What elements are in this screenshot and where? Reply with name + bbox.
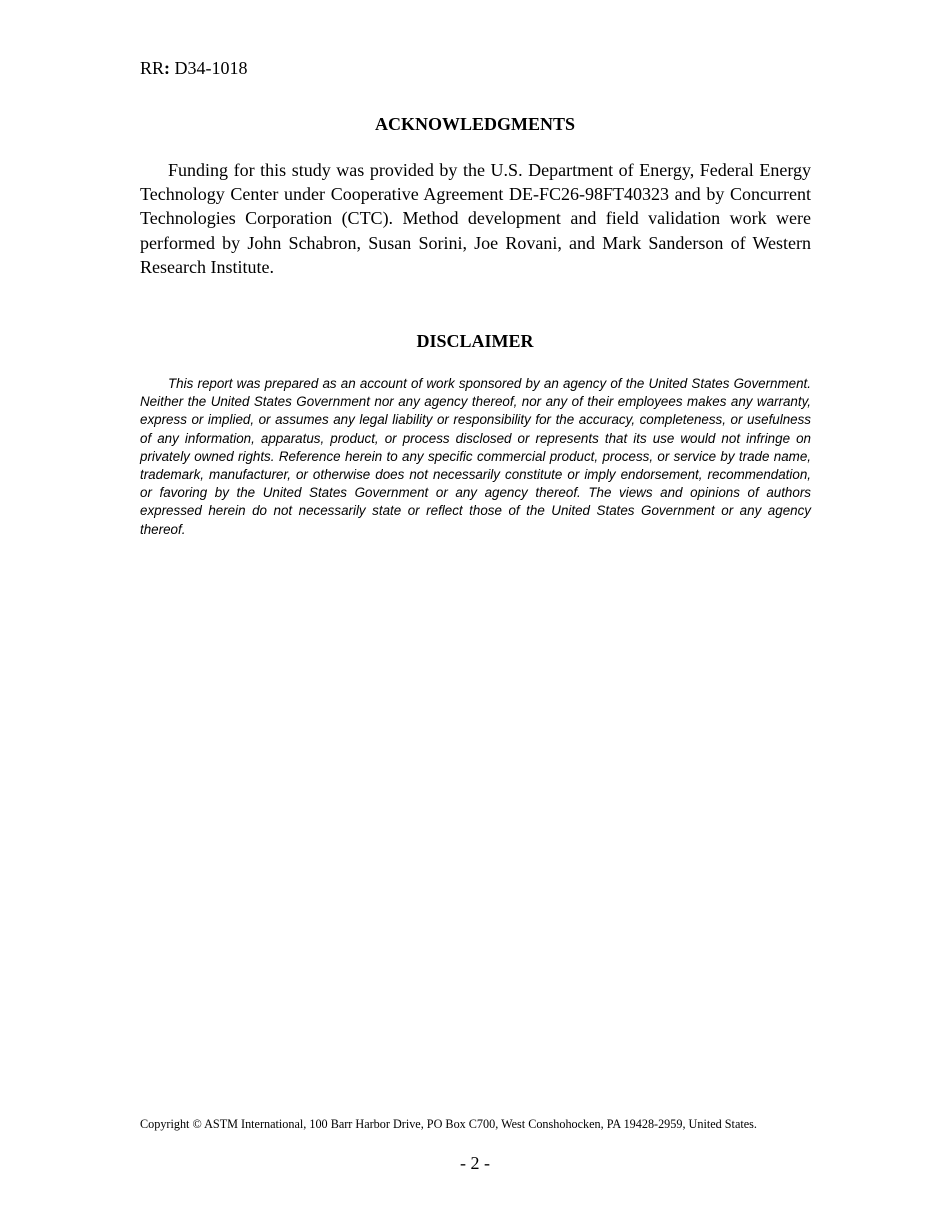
disclaimer-paragraph: This report was prepared as an account of work sponsored by an agency of the United States Government. Neither the United States Government nor any agency thereof, nor any of their employees makes any warranty, express or implied, or assumes any legal liability or responsibility for the accuracy, completeness, or usefulness of any information, apparatus, product, or process disclosed or represents that its use would not infringe on privately owned rights. Reference herein to any specific commercial product, process, or service by trade name, trademark, manufacturer, or otherwise does not necessarily constitute or imply endorsement, recommendation, or favoring by the United States Government or any agency thereof. The views and opinions of authors expressed herein do not necessarily state or reflect those of the United States Government or any agency thereof. (140, 376, 811, 537)
page-number: - 2 - (460, 1153, 490, 1173)
acknowledgments-paragraph: Funding for this study was provided by the U.S. Department of Energy, Federal Energy Technology Center under Cooperative Agreement DE-FC26-98FT40323 and by Concurrent Technologies Corporation (CTC). Method development and field validation work were performed by John Schabron, Susan Sorini, Joe Rovani, and Mark Sanderson of Western Research Institute. (140, 160, 811, 277)
copyright-notice: Copyright © ASTM International, 100 Barr Harbor Drive, PO Box C700, West Conshohocken, PA 19428-2959, United States. (140, 1117, 757, 1131)
report-id (140, 57, 248, 79)
report-id-number: D34-1018 (170, 58, 248, 78)
report-id-label: RR (140, 58, 165, 78)
disclaimer-heading: DISCLAIMER (416, 331, 534, 351)
acknowledgments-heading: ACKNOWLEDGMENTS (374, 114, 576, 134)
report-id-separator: : (164, 58, 171, 78)
